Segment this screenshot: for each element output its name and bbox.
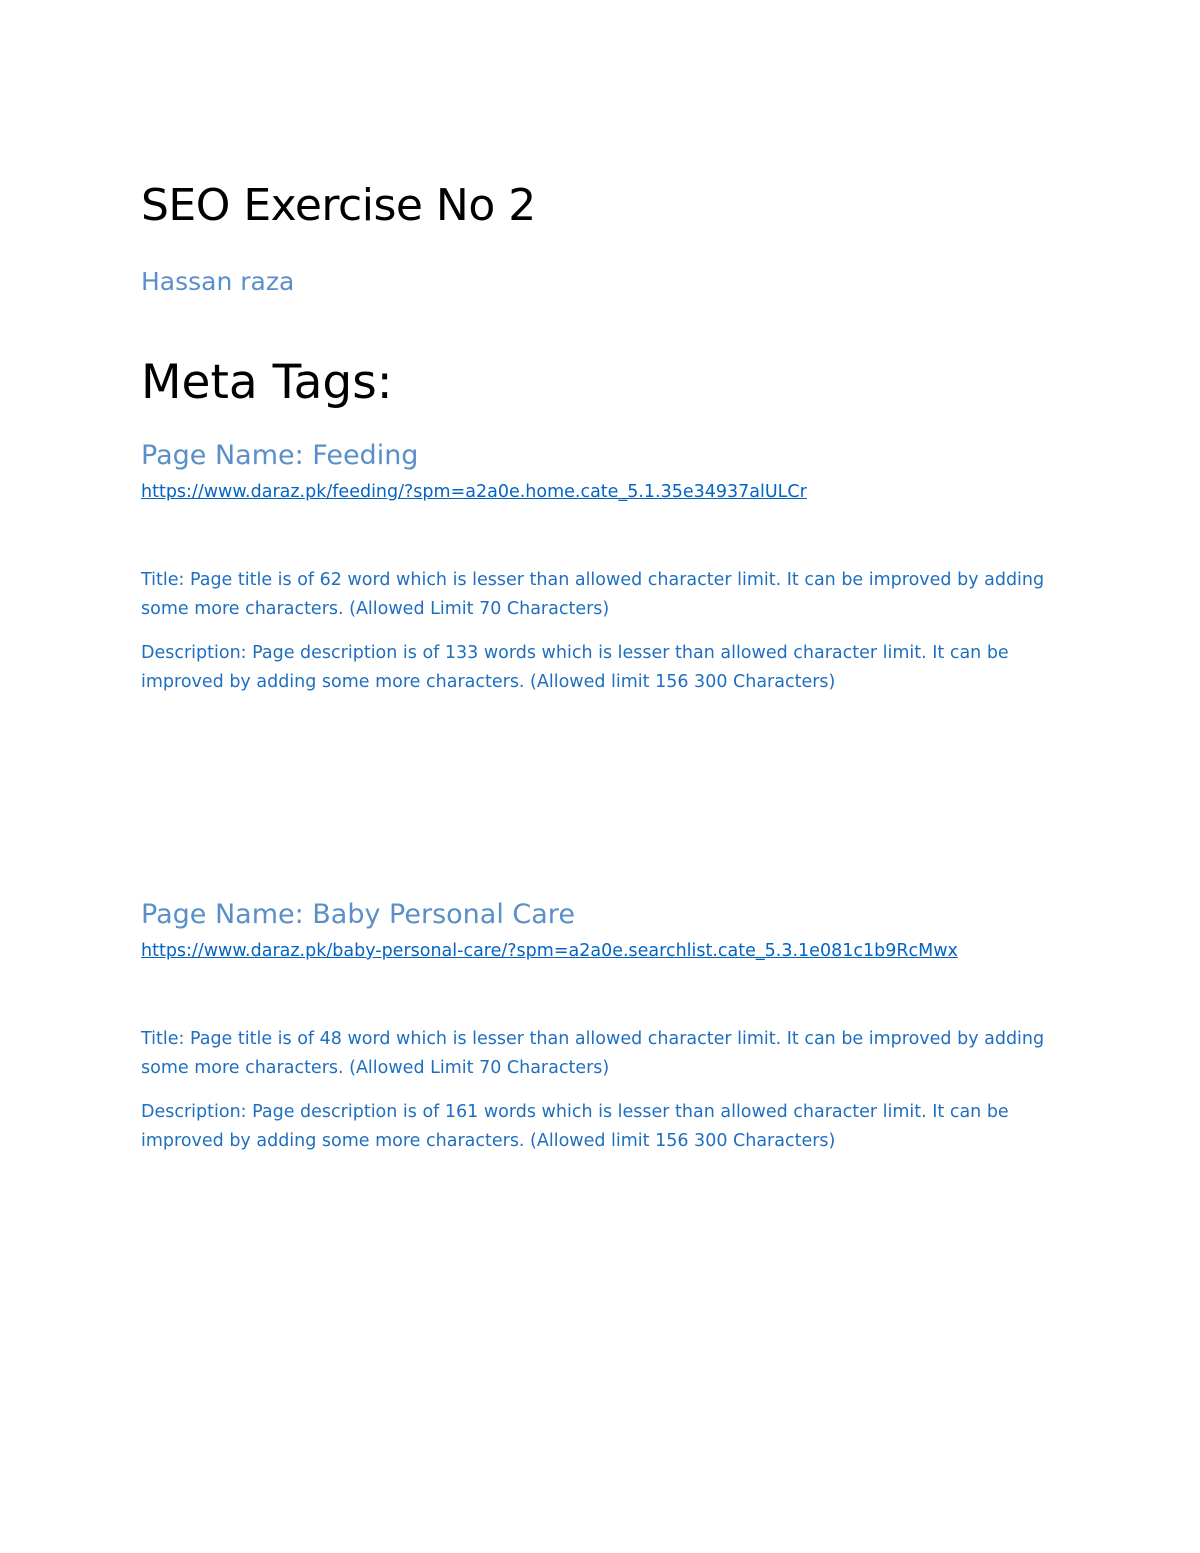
title-note-feeding: Title: Page title is of 62 word which is lesser than allowed character limit. It can be improved by adding some more characters. (Allowed Limit 70 Characters): [141, 570, 1045, 619]
page-url-baby-personal-care[interactable]: https://www.daraz.pk/baby-personal-care/?spm=a2a0e.searchlist.cate_5.3.1e081c1b9RcMwx: [141, 941, 958, 961]
page-name-feeding: Page Name: Feeding: [141, 440, 419, 471]
document-title: SEO Exercise No 2: [141, 180, 536, 231]
title-note-baby-personal-care: Title: Page title is of 48 word which is lesser than allowed character limit. It can be improved by adding some more characters. (Allowed Limit 70 Characters): [141, 1029, 1045, 1078]
description-note-baby-personal-care: Description: Page description is of 161 words which is lesser than allowed character limit. It can be improved by adding some more characters. (Allowed limit 156 300 Characters): [141, 1102, 1009, 1151]
page-url-feeding[interactable]: https://www.daraz.pk/feeding/?spm=a2a0e.home.cate_5.1.35e34937alULCr: [141, 482, 807, 502]
page-name-baby-personal-care: Page Name: Baby Personal Care: [141, 899, 575, 930]
description-note-feeding: Description: Page description is of 133 words which is lesser than allowed character limit. It can be improved by adding some more characters. (Allowed limit 156 300 Characters): [141, 643, 1009, 692]
document-author: Hassan raza: [141, 267, 295, 296]
section-heading-meta-tags: Meta Tags:: [141, 355, 393, 410]
